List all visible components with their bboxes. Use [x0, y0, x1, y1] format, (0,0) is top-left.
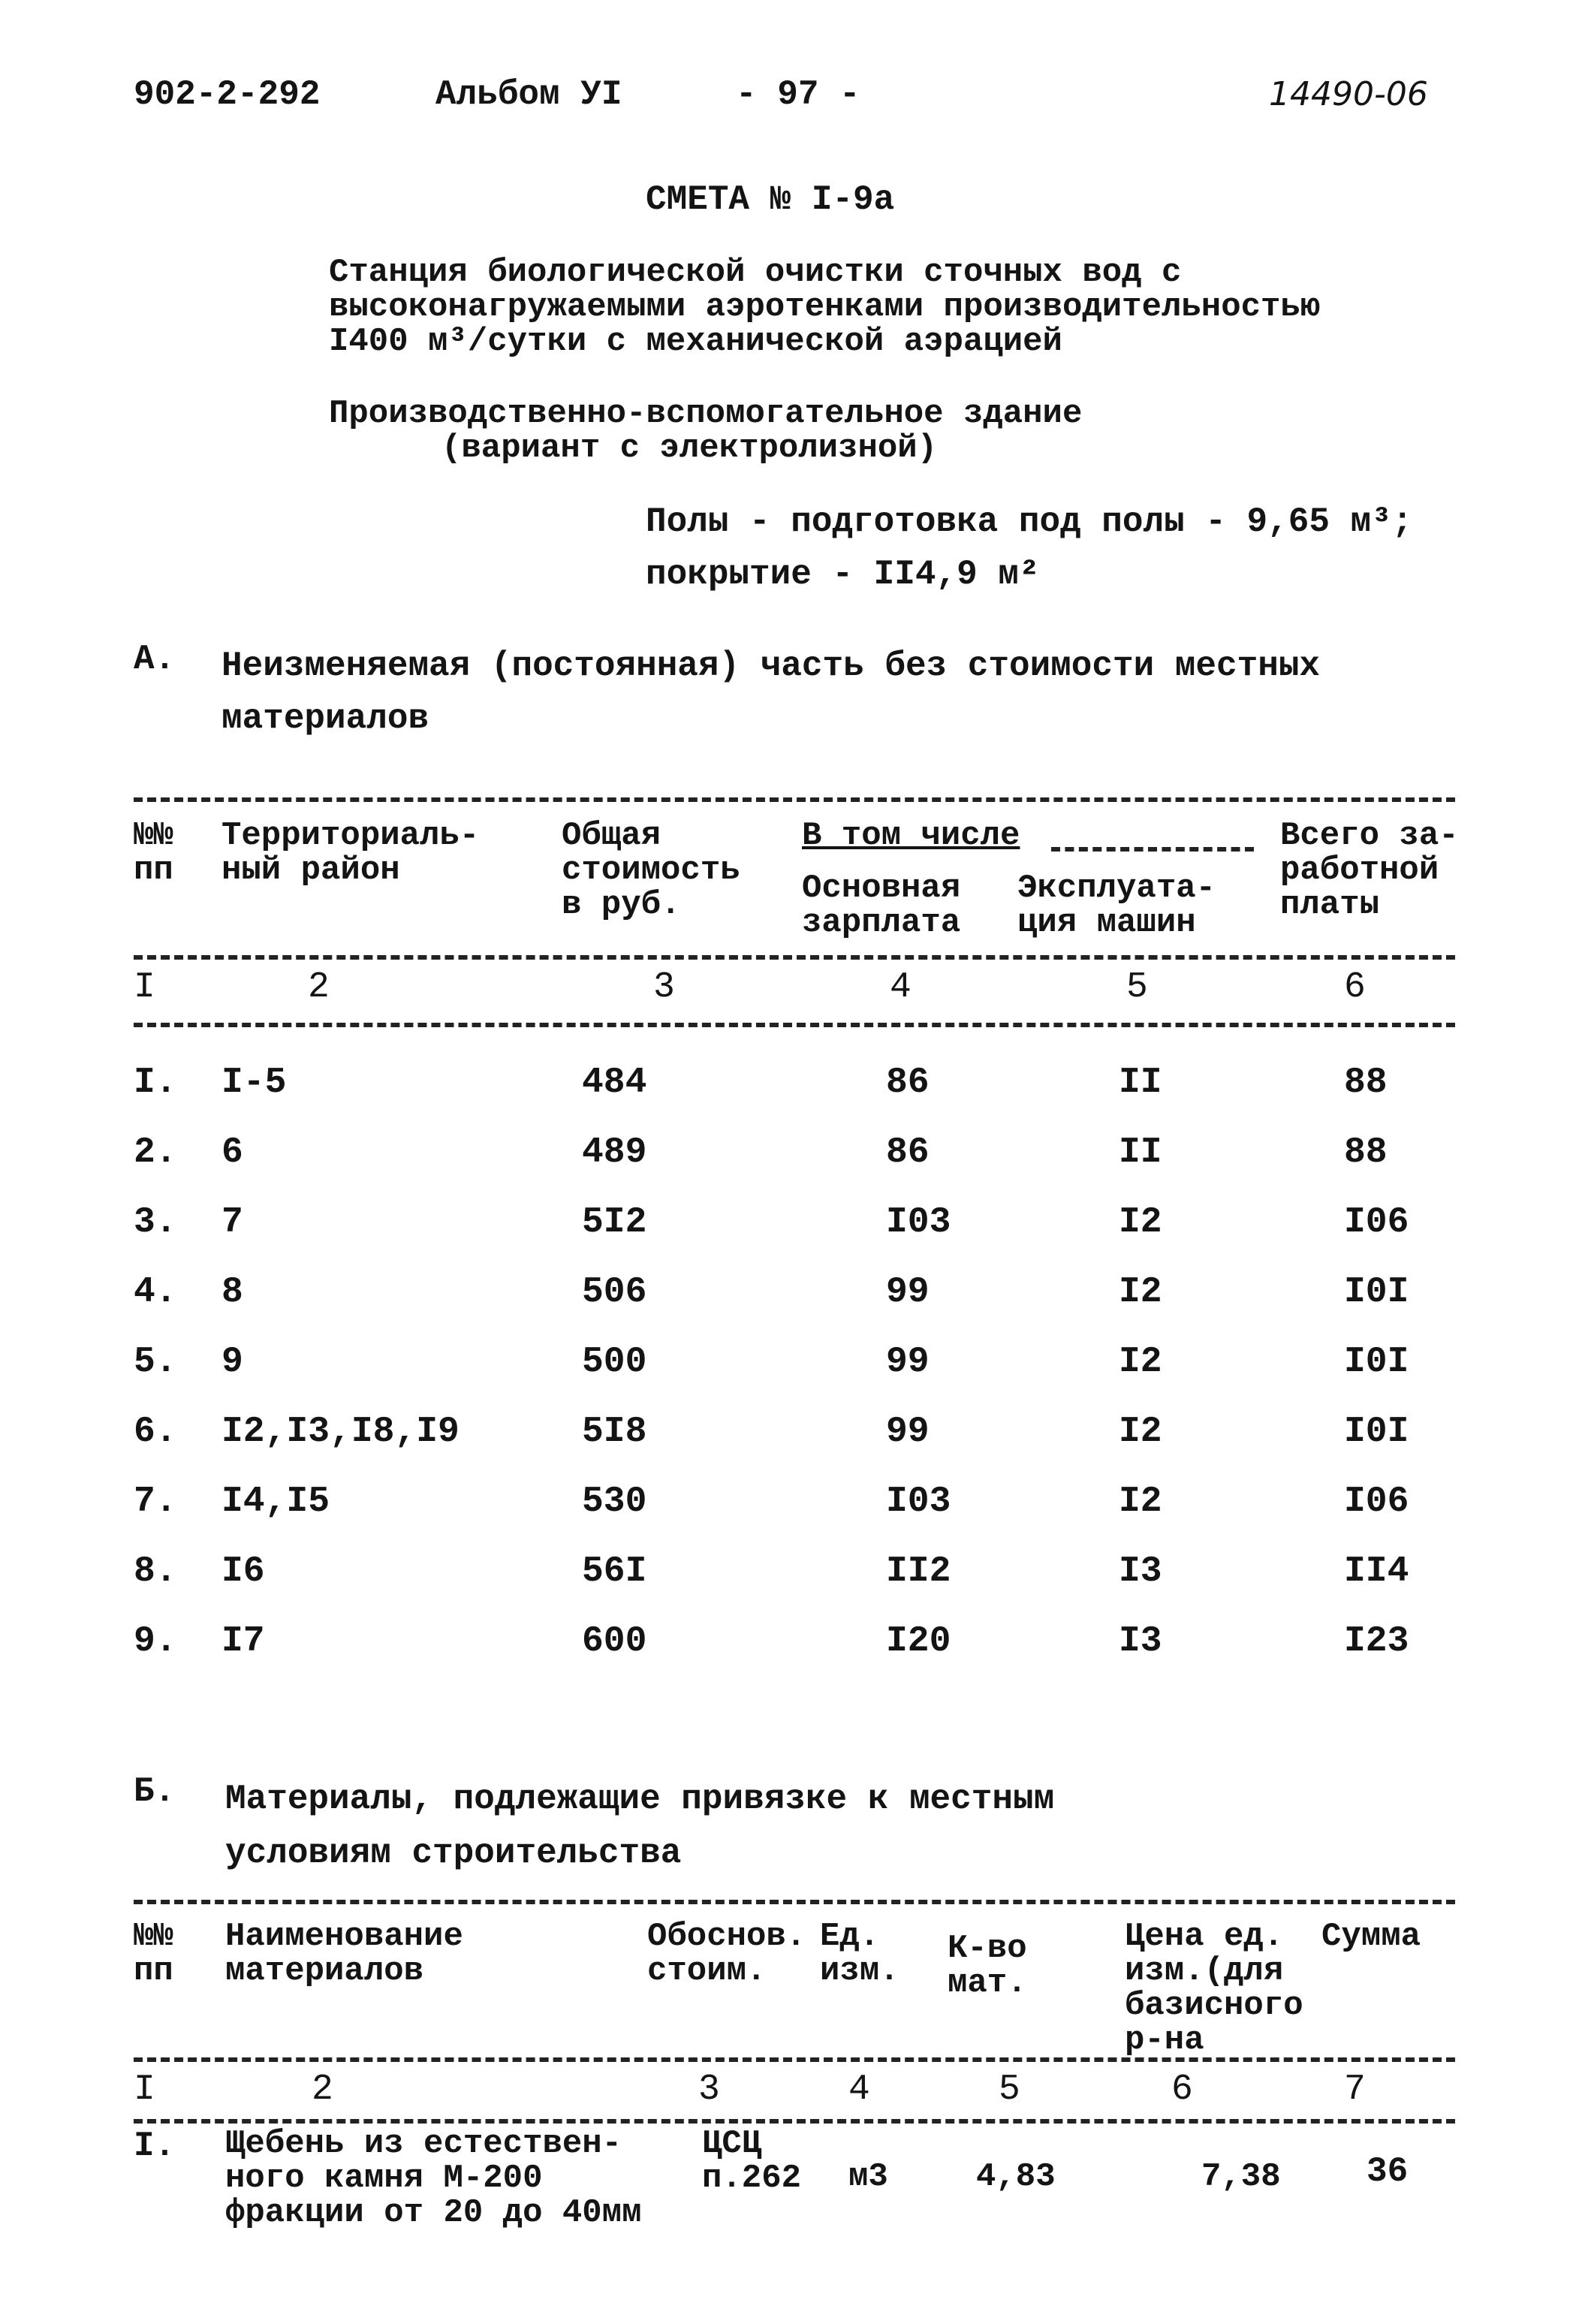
table-b-top-rule	[134, 1900, 1455, 1904]
region-cell: 6	[221, 1132, 243, 1173]
col-number: 3	[653, 967, 675, 1008]
material-qty: 4,83	[976, 2158, 1056, 2196]
total-cost-cell: 500	[582, 1342, 647, 1382]
col-number-b: I	[134, 2069, 155, 2110]
total-wage-cell: I06	[1344, 1202, 1409, 1243]
table-a-body-rule	[134, 1023, 1455, 1027]
machines-cell: I2	[1119, 1412, 1162, 1452]
region-cell: I2,I3,I8,I9	[221, 1412, 460, 1452]
wage-cell: 99	[886, 1272, 930, 1313]
region-cell: 9	[221, 1342, 243, 1382]
table-a-top-rule	[134, 797, 1455, 802]
total-wage-cell: I06	[1344, 1482, 1409, 1522]
region-cell: 7	[221, 1202, 243, 1243]
col-number: I	[134, 967, 155, 1008]
machines-cell: I2	[1119, 1482, 1162, 1522]
wage-cell: 99	[886, 1342, 930, 1382]
col-number: 6	[1344, 967, 1366, 1008]
total-wage-cell: I0I	[1344, 1272, 1409, 1313]
col-machines-header: Эксплуата- ция машин	[1017, 870, 1216, 942]
machines-cell: I2	[1119, 1272, 1162, 1313]
wage-cell: 86	[886, 1063, 930, 1103]
col-total-header: Общая стоимость в руб.	[562, 817, 740, 924]
col-number-b: 5	[999, 2069, 1020, 2110]
col-incl-header: В том числе	[802, 817, 1020, 855]
total-cost-cell: 5I2	[582, 1202, 647, 1243]
total-cost-cell: 489	[582, 1132, 647, 1173]
table-b-body-rule	[134, 2119, 1455, 2124]
section-a-title-line: Неизменяемая (постоянная) часть без стоимости местных	[221, 647, 1321, 686]
section-b-letter: Б.	[134, 1772, 176, 1811]
wage-cell: 86	[886, 1132, 930, 1173]
material-sum: 36	[1367, 2152, 1409, 2191]
building-line: (вариант с электролизной)	[441, 430, 938, 467]
wage-cell: I03	[886, 1482, 951, 1522]
col-total-wage-header: Всего за- работной платы	[1280, 817, 1459, 924]
floors-line: покрытие - II4,9 м²	[646, 555, 1040, 594]
col-price-header: Цена ед. изм.(для базисного р-на	[1125, 1918, 1303, 2059]
machines-cell: I2	[1119, 1342, 1162, 1382]
col-unit-header: Ед. изм.	[820, 1918, 899, 1990]
total-wage-cell: 88	[1344, 1132, 1388, 1173]
col-name-header: Наименование материалов	[225, 1918, 463, 1990]
total-wage-cell: I0I	[1344, 1412, 1409, 1452]
description-line: I400 м³/сутки с механической аэрацией	[329, 323, 1062, 360]
region-cell: I7	[221, 1621, 265, 1662]
row-number: 3.	[134, 1202, 177, 1243]
region-cell: I4,I5	[221, 1482, 330, 1522]
description-line: высоконагружаемыми аэротенками производительностью	[329, 288, 1321, 326]
wage-cell: 99	[886, 1412, 930, 1452]
col-number: 5	[1126, 967, 1148, 1008]
section-a-letter: А.	[134, 640, 176, 679]
row-number: 7.	[134, 1482, 177, 1522]
col-number-b: 4	[848, 2069, 870, 2110]
col-sum-header: Сумма	[1321, 1918, 1421, 1955]
region-cell: I-5	[221, 1063, 287, 1103]
col-number: 4	[890, 967, 912, 1008]
col-region-header: Территориаль- ный район	[221, 817, 480, 889]
region-cell: 8	[221, 1272, 243, 1313]
total-cost-cell: 506	[582, 1272, 647, 1313]
total-wage-cell: II4	[1344, 1551, 1409, 1592]
table-b-mid-rule	[134, 2057, 1455, 2062]
floors-info	[646, 496, 1412, 601]
incl-rule	[1051, 847, 1254, 852]
total-cost-cell: 5I8	[582, 1412, 647, 1452]
wage-cell: I03	[886, 1202, 951, 1243]
col-num-header: №№ пп	[134, 817, 173, 889]
floors-line: Полы - подготовка под полы - 9,65 м³;	[646, 502, 1413, 541]
wage-cell: II2	[886, 1551, 951, 1592]
album-label: Альбом УI	[435, 75, 622, 114]
col-number: 2	[308, 967, 330, 1008]
row-number: 6.	[134, 1412, 177, 1452]
description-line: Станция биологической очистки сточных вод с	[329, 254, 1182, 291]
page-number: - 97 -	[736, 75, 860, 114]
total-cost-cell: 56I	[582, 1551, 647, 1592]
total-cost-cell: 530	[582, 1482, 647, 1522]
machines-cell: II	[1119, 1132, 1162, 1173]
row-number: 2.	[134, 1132, 177, 1173]
col-wage-header: Основная зарплата	[802, 870, 961, 942]
col-qty-header: К-во мат.	[948, 1930, 1027, 2002]
col-num-header-b: №№ пп	[134, 1918, 173, 1990]
building-line: Производственно-вспомогательное здание	[329, 395, 1083, 433]
col-number-b: 7	[1344, 2069, 1366, 2110]
machines-cell: I3	[1119, 1551, 1162, 1592]
total-wage-cell: I0I	[1344, 1342, 1409, 1382]
table-a-mid-rule	[134, 955, 1455, 960]
material-price: 7,38	[1201, 2158, 1281, 2196]
section-b-title-line: Материалы, подлежащие привязке к местным	[225, 1780, 1055, 1819]
machines-cell: I2	[1119, 1202, 1162, 1243]
section-b-title-line: условиям строительства	[225, 1834, 682, 1873]
machines-cell: I3	[1119, 1621, 1162, 1662]
estimate-title: СМЕТА № I-9а	[646, 180, 895, 219]
row-number: 4.	[134, 1272, 177, 1313]
section-a-title	[221, 640, 1320, 745]
col-basis-header: Обоснов. стоим.	[647, 1918, 806, 1990]
inventory-number: 14490-06	[1269, 75, 1428, 113]
total-wage-cell: 88	[1344, 1063, 1388, 1103]
total-wage-cell: I23	[1344, 1621, 1409, 1662]
total-cost-cell: 484	[582, 1063, 647, 1103]
row-number: I.	[134, 1063, 177, 1103]
material-name: Щебень из естествен- ного камня М-200 фракции от 20 до 40мм	[225, 2125, 642, 2232]
wage-cell: I20	[886, 1621, 951, 1662]
section-a-title-line: материалов	[221, 699, 429, 738]
section-b-title	[225, 1772, 1054, 1880]
building-name	[329, 396, 1082, 466]
material-basis: ЦСЦ п.262	[702, 2125, 802, 2197]
doc-code: 902-2-292	[134, 75, 321, 114]
total-cost-cell: 600	[582, 1621, 647, 1662]
material-row-number: I.	[134, 2127, 176, 2166]
col-number-b: 3	[698, 2069, 720, 2110]
material-unit: м3	[848, 2158, 888, 2196]
row-number: 9.	[134, 1621, 177, 1662]
station-description	[329, 255, 1320, 359]
col-number-b: 2	[312, 2069, 333, 2110]
region-cell: I6	[221, 1551, 265, 1592]
row-number: 5.	[134, 1342, 177, 1382]
row-number: 8.	[134, 1551, 177, 1592]
machines-cell: II	[1119, 1063, 1162, 1103]
col-number-b: 6	[1171, 2069, 1193, 2110]
